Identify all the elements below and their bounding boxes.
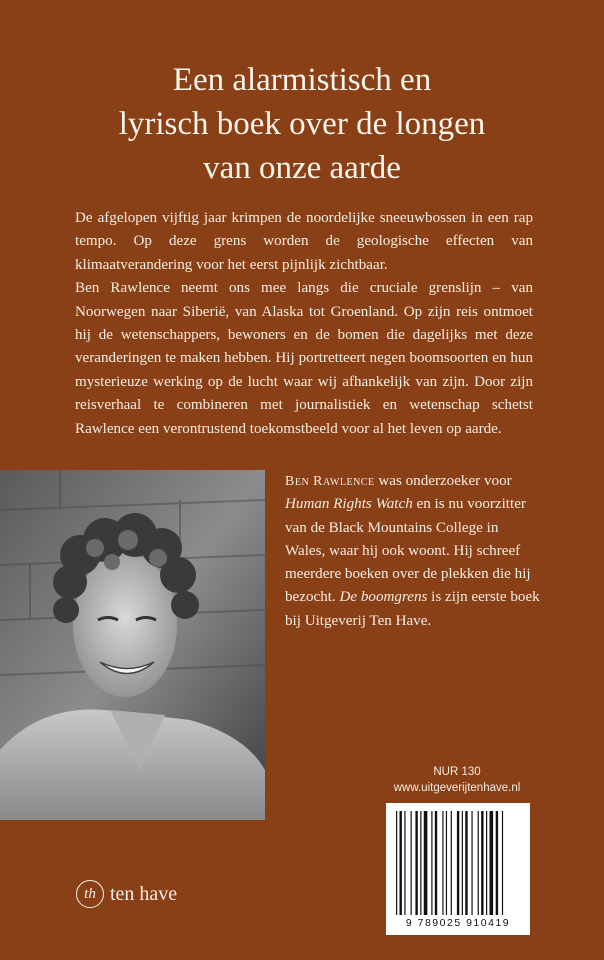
bio-book-title: De boomgrens bbox=[339, 589, 428, 606]
publisher-website: www.uitgeverijtenhave.nl bbox=[393, 782, 521, 794]
headline-line-1: Een alarmistisch en bbox=[172, 62, 432, 98]
publisher-name: ten have bbox=[110, 882, 178, 905]
author-portrait-image bbox=[0, 470, 265, 820]
author-name: Ben Rawlence bbox=[285, 474, 375, 489]
bio-text-1: was onderzoeker voor bbox=[374, 473, 512, 489]
isbn-barcode bbox=[386, 803, 530, 935]
headline-line-2: lyrisch boek over de longen bbox=[118, 106, 486, 142]
author-photo bbox=[0, 470, 265, 820]
bio-organisation: Human Rights Watch bbox=[285, 496, 413, 513]
barcode-bars bbox=[394, 811, 522, 915]
bio-text-3: is zijn eerste boek bij Uitgeverij Ten Have. bbox=[285, 589, 540, 629]
nur-code: NUR 130 bbox=[433, 766, 481, 778]
author-bio bbox=[285, 470, 540, 633]
blurb bbox=[75, 207, 533, 441]
blurb-paragraph-2: Ben Rawlence neemt ons mee langs die cruciale grenslijn – van Noorwegen naar Siberië, van Alaska tot Groenland. Op zijn reis ontmoet hij de wetenschappers, bewoners en de bomen die dagelijks met deze veranderingen te maken hebben. Hij portretteert negen boomsoorten en hun mysterieuze werking op de lucht waar wij afhankelijk van zijn. Door zijn reisverhaal te combineren met journalistiek en wetenschap schetst Rawlence een verontrustend toekomstbeeld voor al het leven op aarde. bbox=[75, 280, 533, 437]
blurb-paragraph-1: De afgelopen vijftig jaar krimpen de noordelijke sneeuwbossen in een rap tempo. Op deze grens worden de geologische effecten van klimaatverandering voor het eerst pijnlijk zichtbaar. bbox=[75, 210, 533, 273]
isbn-number: 9 789025 910419 bbox=[405, 917, 511, 929]
publisher-mark-icon: th bbox=[76, 880, 104, 908]
headline-line-3: van onze aarde bbox=[203, 150, 401, 186]
bio-text-2: en is nu voorzitter van de Black Mountains College in Wales, waar hij ook woont. Hij schreef meerdere boeken over de plekken die hij bezocht. bbox=[285, 496, 531, 606]
headline bbox=[60, 58, 544, 190]
publisher-logo bbox=[76, 874, 177, 914]
